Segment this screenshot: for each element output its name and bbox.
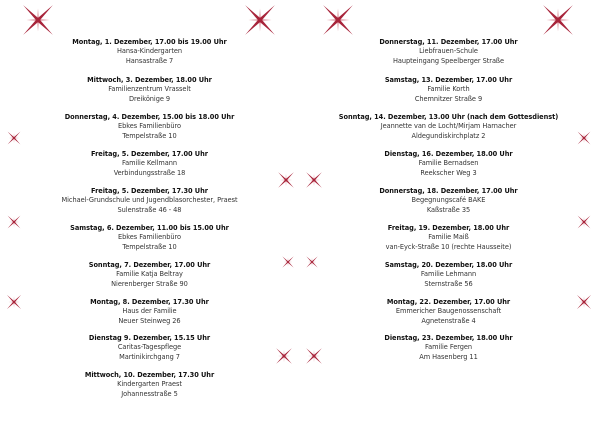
- entry-date: Freitag, 19. Dezember, 18.00 Uhr: [387, 224, 510, 232]
- entry-address: Sternstraße 56: [424, 279, 473, 288]
- entry-address: Haupteingang Speelberger Straße: [392, 56, 505, 65]
- schedule-entry: [0, 261, 299, 289]
- schedule-entry: [0, 224, 299, 252]
- entry-host: Kindergarten Praest: [117, 380, 182, 389]
- schedule-entry: [299, 76, 598, 104]
- schedule-entry: [299, 187, 598, 215]
- entry-host: Familie Maiß: [428, 233, 469, 242]
- four-point-star-icon: [279, 253, 297, 271]
- entry-date: Sonntag, 7. Dezember, 17.00 Uhr: [88, 261, 211, 269]
- schedule-entry: [299, 224, 598, 252]
- four-point-star-icon: [316, 0, 360, 42]
- schedule-entry: [0, 38, 299, 66]
- entry-date: Montag, 22. Dezember, 17.00 Uhr: [386, 298, 511, 306]
- schedule-entry: [299, 298, 598, 326]
- entry-host: Begegnungscafé BAKE: [411, 196, 486, 205]
- entry-address: Chemnitzer Straße 9: [414, 94, 483, 103]
- entry-date: Donnerstag, 18. Dezember, 17.00 Uhr: [379, 187, 518, 195]
- entry-date: Freitag, 5. Dezember, 17.30 Uhr: [91, 187, 208, 195]
- schedule-entry: [299, 150, 598, 178]
- schedule-entry: [299, 38, 598, 66]
- entry-host: Michael-Grundschule und Jugendblasorchester, Praest: [61, 196, 238, 205]
- entry-address: Johannesstraße 5: [121, 389, 178, 398]
- entry-address: Tempelstraße 10: [122, 242, 177, 251]
- entry-address: Tempelstraße 10: [122, 131, 177, 140]
- entry-date: Dienstag 9. Dezember, 15.15 Uhr: [88, 334, 211, 342]
- entry-address: van-Eyck-Straße 10 (rechte Hausseite): [385, 242, 512, 251]
- entry-address: Sulenstraße 46 - 48: [117, 205, 182, 214]
- entry-address: Neuer Steinweg 26: [118, 316, 181, 325]
- four-point-star-icon: [4, 128, 24, 148]
- entry-host: Familie Korth: [427, 85, 470, 94]
- entry-address: Aldegundiskirchplatz 2: [411, 131, 486, 140]
- four-point-star-icon: [238, 0, 282, 42]
- schedule-entry: [299, 261, 598, 289]
- four-point-star-icon: [303, 253, 321, 271]
- entry-date: Dienstag, 23. Dezember, 18.00 Uhr: [384, 334, 513, 342]
- entry-date: Sonntag, 14. Dezember, 13.00 Uhr (nach dem Gottesdienst): [338, 113, 559, 121]
- entry-address: Agnetenstraße 4: [421, 316, 476, 325]
- entry-host: Familienzentrum Vrasselt: [108, 85, 191, 94]
- entry-date: Samstag, 13. Dezember, 17.00 Uhr: [384, 76, 513, 84]
- entry-address: Am Hasenberg 11: [419, 352, 478, 361]
- four-point-star-icon: [272, 344, 296, 368]
- four-point-star-icon: [574, 212, 594, 232]
- entry-date: Montag, 1. Dezember, 17.00 bis 19.00 Uhr: [72, 38, 227, 46]
- four-point-star-icon: [3, 291, 25, 313]
- entry-address: Reekscher Weg 3: [420, 168, 477, 177]
- schedule-entry: [0, 334, 299, 362]
- entry-host: Familie Fergen: [424, 343, 473, 352]
- entry-address: Dreikönige 9: [128, 94, 171, 103]
- entry-host: Caritas-Tagespflege: [117, 343, 182, 352]
- four-point-star-icon: [302, 344, 326, 368]
- four-point-star-icon: [536, 0, 580, 42]
- entry-date: Mittwoch, 3. Dezember, 18.00 Uhr: [87, 76, 212, 84]
- entry-address: Nierenberger Straße 90: [111, 279, 188, 288]
- entry-host: Hansa-Kindergarten: [116, 47, 183, 56]
- entry-date: Freitag, 5. Dezember, 17.00 Uhr: [91, 150, 208, 158]
- four-point-star-icon: [574, 128, 594, 148]
- entry-address: Hansastraße 7: [125, 56, 174, 65]
- four-point-star-icon: [4, 212, 24, 232]
- four-point-star-icon: [573, 291, 595, 313]
- entry-date: Donnerstag, 4. Dezember, 15.00 bis 18.00 Uhr: [64, 113, 235, 121]
- schedule-entry: [0, 113, 299, 141]
- schedule-entry: [299, 113, 598, 141]
- entry-host: Familie Katja Beltray: [116, 270, 183, 279]
- entry-host: Familie Bernadsen: [418, 159, 479, 168]
- entry-address: Kaßstraße 35: [426, 205, 471, 214]
- schedule-entry: [0, 187, 299, 215]
- entry-address: Verbindungsstraße 18: [113, 168, 186, 177]
- entry-host: Ebkes Familienbüro: [118, 122, 181, 131]
- entry-address: Martinikirchgang 7: [119, 352, 180, 361]
- entry-host: Haus der Familie: [122, 307, 177, 316]
- entry-host: Emmericher Baugenossenschaft: [395, 307, 502, 316]
- entry-host: Familie Lehmann: [420, 270, 477, 279]
- entry-date: Mittwoch, 10. Dezember, 17.30 Uhr: [84, 371, 215, 379]
- four-point-star-icon: [16, 0, 60, 42]
- entry-date: Samstag, 20. Dezember, 18.00 Uhr: [384, 261, 513, 269]
- schedule-entry: [0, 150, 299, 178]
- schedule-entry: [0, 298, 299, 326]
- entry-host: Jeannette van de Locht/Mirjam Harnacher: [380, 122, 517, 131]
- four-point-star-icon: [274, 168, 298, 192]
- entry-host: Liebfrauen-Schule: [419, 47, 478, 56]
- schedule-entry: [299, 334, 598, 362]
- entry-date: Donnerstag, 11. Dezember, 17.00 Uhr: [379, 38, 518, 46]
- entry-date: Montag, 8. Dezember, 17.30 Uhr: [90, 298, 209, 306]
- schedule-entry: [0, 371, 299, 399]
- entry-date: Samstag, 6. Dezember, 11.00 bis 15.00 Uhr: [70, 224, 229, 232]
- schedule-entry: [0, 76, 299, 104]
- entry-host: Familie Kellmann: [121, 159, 178, 168]
- entry-host: Ebkes Familienbüro: [118, 233, 181, 242]
- entry-date: Dienstag, 16. Dezember, 18.00 Uhr: [384, 150, 513, 158]
- four-point-star-icon: [302, 168, 326, 192]
